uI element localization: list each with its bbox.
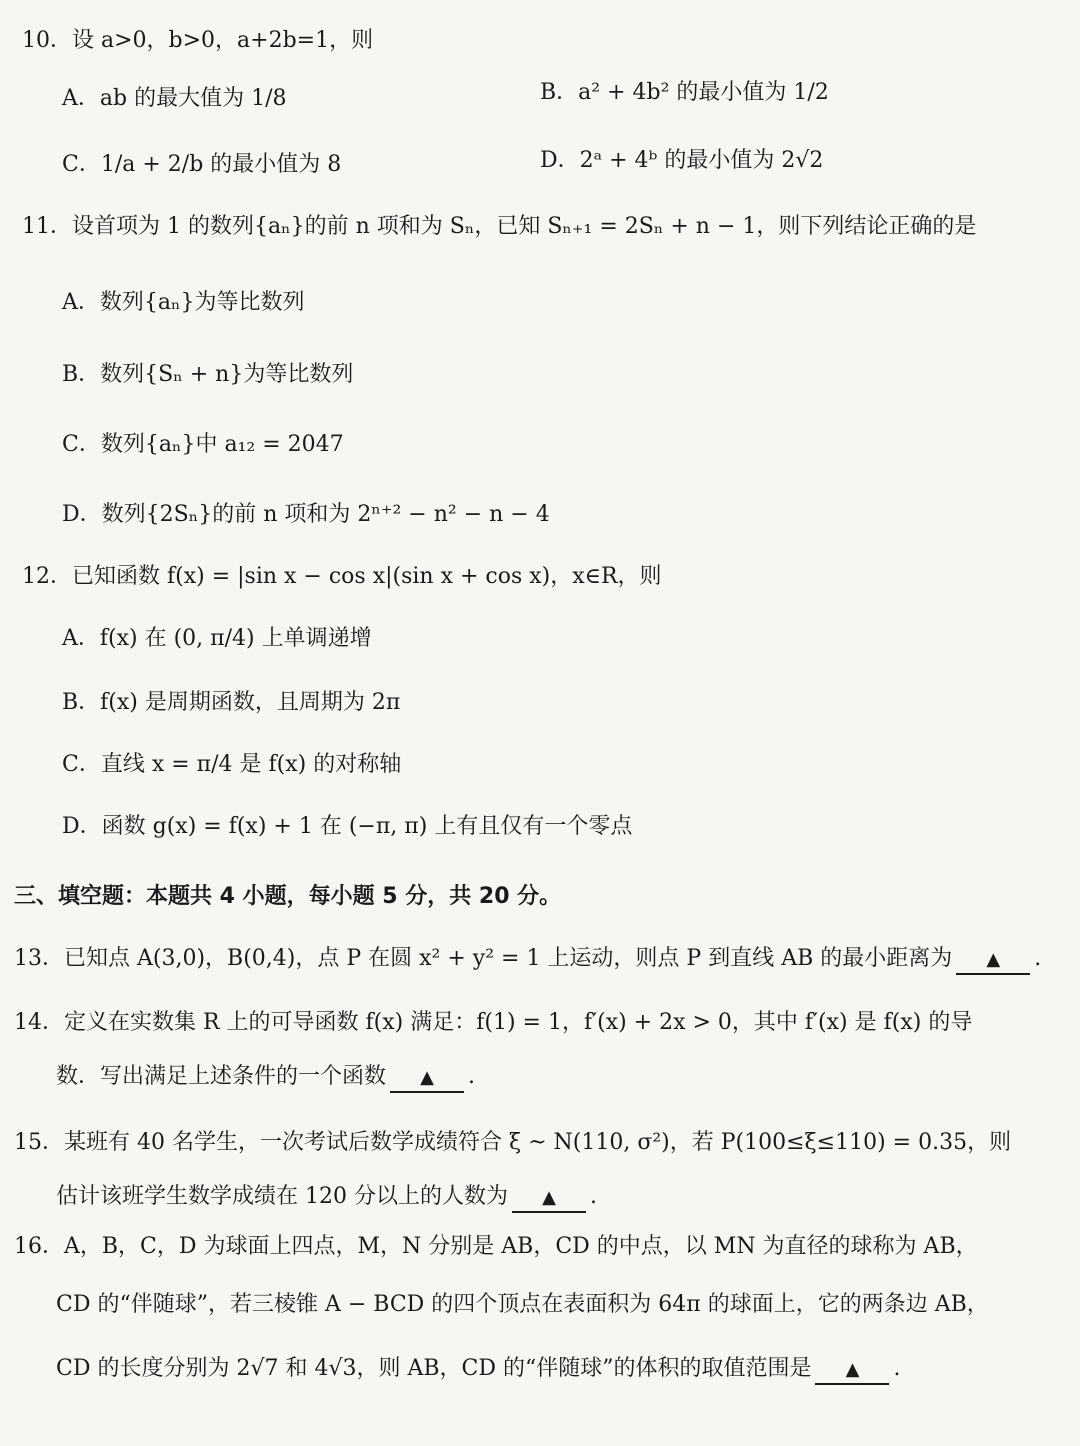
- q11-option-d: D．数列{2Sₙ}的前 n 项和为 2ⁿ⁺² − n² − n − 4: [62, 502, 550, 527]
- q13-answer-blank[interactable]: [956, 946, 1030, 975]
- q11-option-a: A．数列{aₙ}为等比数列: [62, 290, 305, 315]
- triangle-mark-icon: ▲: [845, 1359, 860, 1380]
- q14-answer-blank[interactable]: [390, 1064, 464, 1093]
- q15-line-2: [56, 1182, 597, 1213]
- triangle-mark-icon: ▲: [420, 1067, 434, 1088]
- q15-answer-blank[interactable]: [512, 1184, 586, 1213]
- q12-option-d: D．函数 g(x) = f(x) + 1 在 (−π, π) 上有且仅有一个零点: [62, 814, 633, 839]
- q16-period: .: [893, 1356, 901, 1381]
- q14-line-1: 14．定义在实数集 R 上的可导函数 f(x) 满足：f(1) = 1，f′(x) + 2x > 0，其中 f′(x) 是 f(x) 的导: [14, 1010, 973, 1035]
- q16-line-3: [56, 1354, 900, 1385]
- q11-stem: 11．设首项为 1 的数列{aₙ}的前 n 项和为 Sₙ，已知 Sₙ₊₁ = 2Sₙ + n − 1，则下列结论正确的是: [22, 214, 977, 239]
- section-3-heading: 三、填空题：本题共 4 小题，每小题 5 分，共 20 分。: [14, 884, 562, 909]
- q15-line-1: 15．某班有 40 名学生，一次考试后数学成绩符合 ξ ~ N(110, σ²)，若 P(100≤ξ≤110) = 0.35，则: [14, 1130, 1012, 1155]
- q10-stem: 10．设 a>0，b>0，a+2b=1，则: [22, 28, 374, 53]
- q12-option-c: C．直线 x = π/4 是 f(x) 的对称轴: [62, 752, 402, 777]
- q10-option-b: B．a² + 4b² 的最小值为 1/2: [540, 80, 829, 105]
- q16-stem-3: CD 的长度分别为 2√7 和 4√3，则 AB，CD 的“伴随球”的体积的取值范围是: [56, 1356, 812, 1381]
- q12-stem: 12．已知函数 f(x) = |sin x − cos x|(sin x + cos x)，x∈R，则: [22, 564, 662, 589]
- q15-stem-2: 估计该班学生数学成绩在 120 分以上的人数为: [56, 1184, 508, 1209]
- q10-option-c: C．1/a + 2/b 的最小值为 8: [62, 152, 342, 177]
- q14-period: .: [468, 1064, 476, 1089]
- q11-option-b: B．数列{Sₙ + n}为等比数列: [62, 362, 354, 387]
- q12-option-b: B．f(x) 是周期函数，且周期为 2π: [62, 690, 401, 715]
- q15-period: .: [589, 1184, 597, 1209]
- q16-line-1: 16．A，B，C，D 为球面上四点，M，N 分别是 AB，CD 的中点，以 MN 为直径的球称为 AB，: [14, 1234, 978, 1259]
- q13-stem: 13．已知点 A(3,0)，B(0,4)，点 P 在圆 x² + y² = 1 上运动，则点 P 到直线 AB 的最小距离为: [14, 946, 953, 971]
- q13-period: .: [1034, 946, 1042, 971]
- triangle-mark-icon: ▲: [542, 1187, 556, 1208]
- q10-option-a: A．ab 的最大值为 1/8: [62, 86, 287, 111]
- q16-answer-blank[interactable]: [815, 1356, 889, 1385]
- q11-option-c: C．数列{aₙ}中 a₁₂ = 2047: [62, 432, 344, 457]
- triangle-mark-icon: ▲: [986, 949, 1001, 970]
- q12-option-a: A．f(x) 在 (0, π/4) 上单调递增: [62, 626, 372, 651]
- q10-option-d: D．2ᵃ + 4ᵇ 的最小值为 2√2: [540, 148, 824, 173]
- q14-line-2: [56, 1062, 475, 1093]
- q16-line-2: CD 的“伴随球”，若三棱锥 A − BCD 的四个顶点在表面积为 64π 的球面上，它的两条边 AB，: [56, 1292, 989, 1317]
- q13-text: [14, 944, 1041, 975]
- q14-stem-2: 数．写出满足上述条件的一个函数: [56, 1064, 387, 1089]
